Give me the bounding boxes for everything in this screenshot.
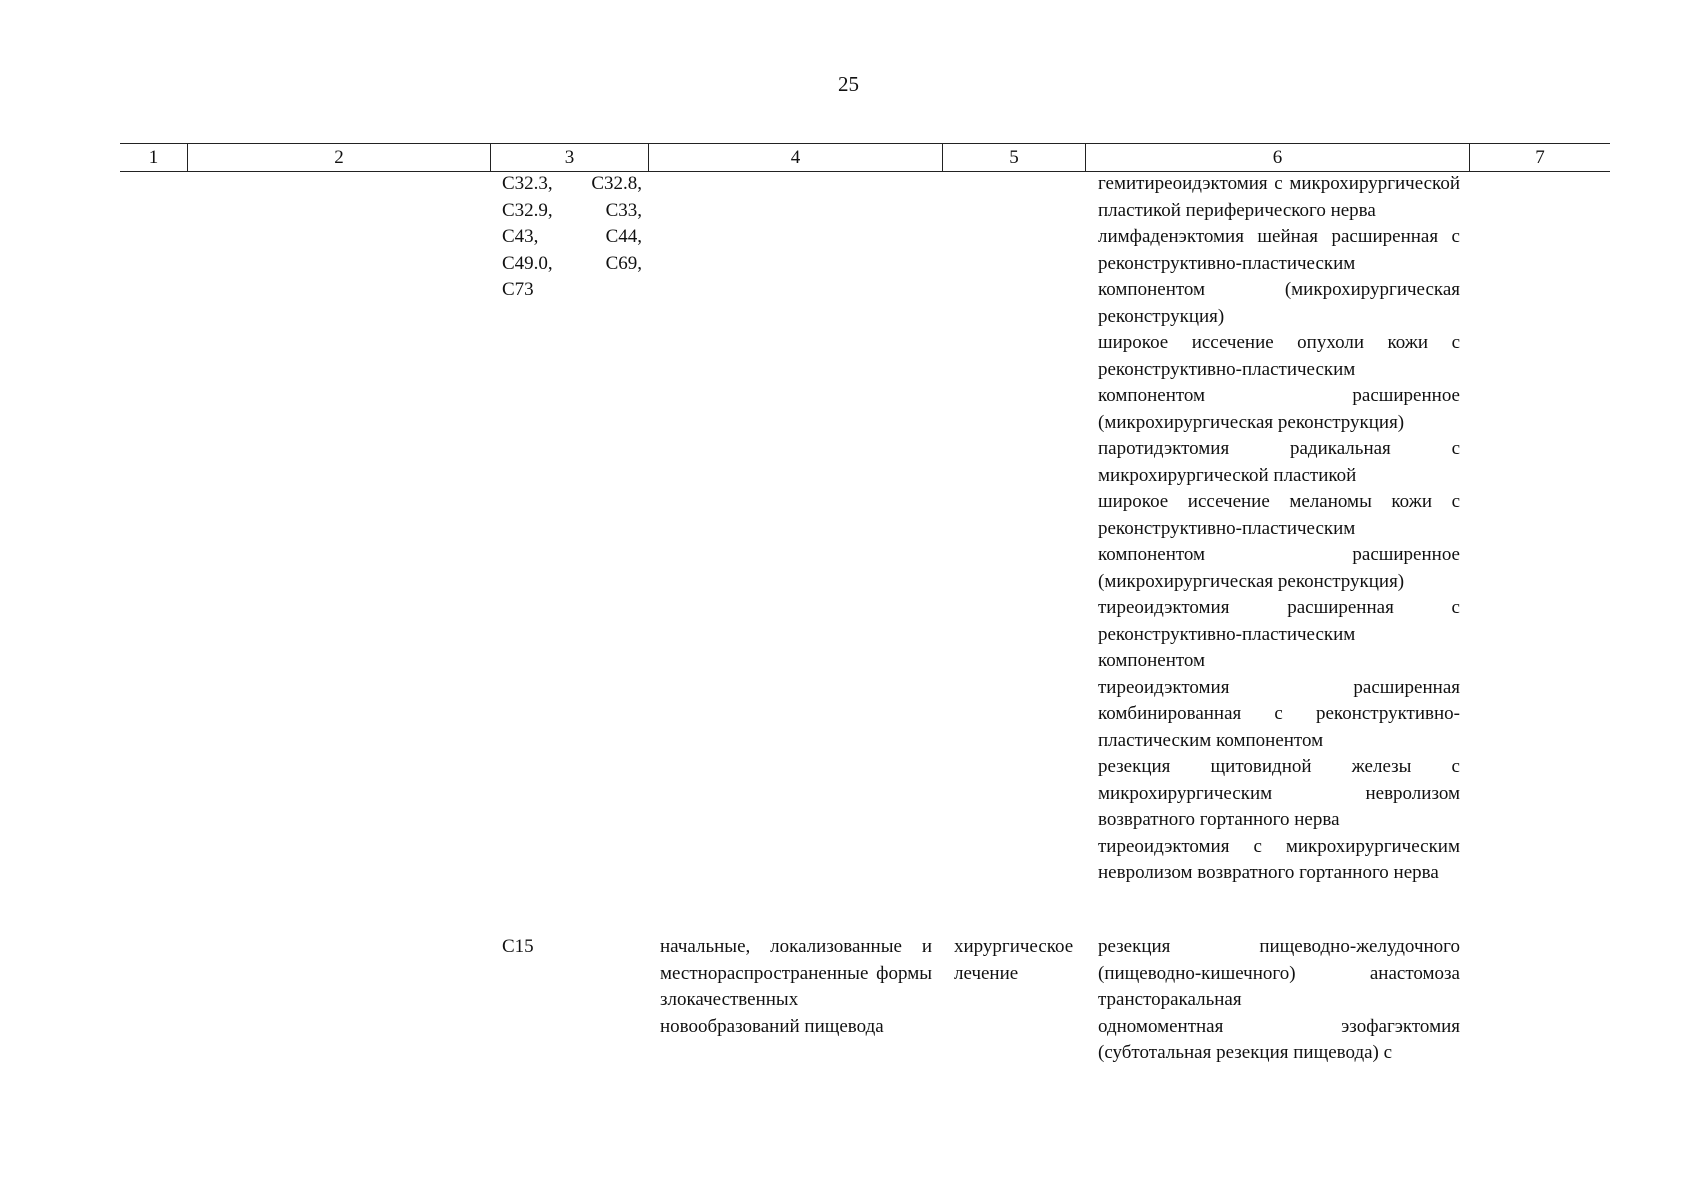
- procedure-item: тиреоидэктомия с микрохирургическим невролизом возвратного гортанного нерва: [1098, 835, 1460, 883]
- block2-model: начальные, локализованные и местнораспространенные формы злокачественных новообразований пищевода: [660, 936, 932, 1037]
- procedure-item: гемитиреоидэктомия с микрохирургической пластикой периферического нерва: [1098, 173, 1460, 221]
- code-line: C43, C44,: [502, 226, 642, 247]
- procedure-item: резекция пищеводно-желудочного (пищеводно-кишечного) анастомоза трансторакальная: [1098, 936, 1460, 1010]
- code-line: C73: [502, 279, 534, 300]
- procedure-item: тиреоидэктомия расширенная комбинированная с реконструктивно-пластическим компонентом: [1098, 676, 1460, 751]
- header-col-5: 5: [1009, 147, 1019, 168]
- block1-procedures: [1098, 171, 1460, 887]
- block1-codes: [502, 171, 642, 304]
- header-col-4: 4: [790, 147, 801, 168]
- procedure-item: лимфаденэктомия шейная расширенная с реконструктивно-пластическим компонентом (микрохирургическая реконструкция): [1098, 226, 1460, 327]
- code-line: C32.3, C32.8,: [502, 173, 642, 194]
- procedure-item: резекция щитовидной железы с микрохирургическим невролизом возвратного гортанного нерва: [1098, 756, 1460, 830]
- procedure-item: одномоментная эзофагэктомия (субтотальная резекция пищевода) с: [1098, 1015, 1460, 1063]
- block2-code: C15: [502, 936, 534, 957]
- code-line: C49.0, C69,: [502, 252, 642, 274]
- table-header: [120, 143, 1610, 172]
- code-line: C32.9, C33,: [502, 199, 642, 221]
- header-col-3: 3: [564, 147, 575, 168]
- block2-procedures: [1098, 934, 1460, 1067]
- header-col-1: 1: [148, 147, 159, 168]
- block2-treatment: хирургическое лечение: [954, 936, 1074, 984]
- page-number: 25: [838, 72, 859, 96]
- procedure-item: паротидэктомия радикальная с микрохирургической пластикой: [1098, 438, 1460, 486]
- header-col-2: 2: [334, 147, 344, 168]
- header-col-7: 7: [1535, 147, 1545, 168]
- procedure-item: широкое иссечение меланомы кожи с реконструктивно-пластическим компонентом расширенное (микрохирургическая реконструкция): [1098, 491, 1460, 592]
- procedure-item: широкое иссечение опухоли кожи с реконструктивно-пластическим компонентом расширенное (микрохирургическая реконструкция): [1098, 332, 1460, 433]
- procedure-item: тиреоидэктомия расширенная с реконструктивно-пластическим компонентом: [1098, 597, 1460, 671]
- header-col-6: 6: [1272, 147, 1283, 168]
